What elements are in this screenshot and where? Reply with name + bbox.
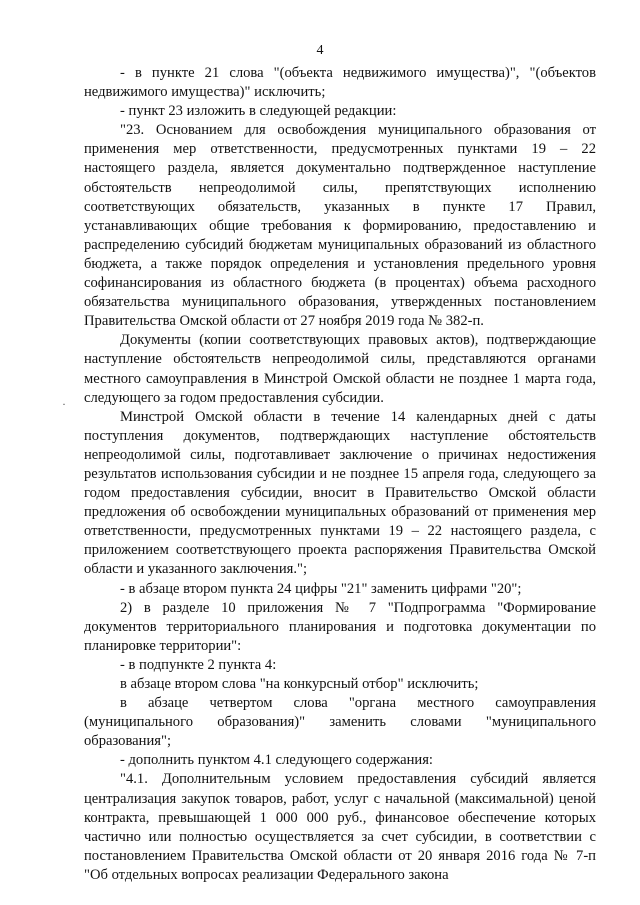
margin-mark: · (62, 397, 66, 411)
paragraph: в абзаце втором слова "на конкурсный отбор" исключить; (120, 676, 479, 692)
paragraph: "23. Основанием для освобождения муниципального образования от применения мер ответственности, предусмотренных пунктами 19 – 22 настоящего раздела, является документально подтвержденное наступление обстоятельств непреодолимой силы, препятствующих исполнению соответствующих обязательств, указанных в пункте 17 Правил, устанавливающих общие требования к формированию, предоставлению и распределению субсидий бюджетам муниципальных образований из областного бюджета, а также порядок определения и установления предельного уровня софинансирования из областного бюджета (в процентах) объема расходного обязательства муниципального образования, утвержденных постановлением Правительства Омской области от 27 ноября 2019 года № 382-п. (84, 122, 596, 330)
paragraph: - дополнить пунктом 4.1 следующего содержания: (120, 752, 433, 769)
paragraph: - в пункте 21 слова "(объекта недвижимого имущества)", "(объектов недвижимого имущества)" исключить; (84, 65, 596, 101)
paragraph: - в абзаце втором пункта 24 цифры "21" заменить цифрами "20"; (120, 580, 522, 597)
paragraph: Документы (копии соответствующих правовых актов), подтверждающие наступление обстоятельств непреодолимой силы, представляются органами местного самоуправления в Минстрой Омской области не позднее 1 марта года, следующего за годом предоставления субсидии. (84, 332, 596, 406)
paragraph: - в подпункте 2 пункта 4: (120, 656, 277, 673)
paragraph: в абзаце четвертом слова "органа местного самоуправления (муниципального образования)" заменить словами "муниципального образования"; (84, 695, 596, 750)
paragraph: Минстрой Омской области в течение 14 календарных дней с даты поступления документов, подтверждающих наступление обстоятельств непреодолимой силы, подготавливает заключение о причинах недостижения результатов использования субсидии и не позднее 15 апреля года, следующего за годом предоставления субсидии, вносит в Правительство Омской области предложения об освобождении муниципальных образований от применения мер ответственности, предусмотренных пунктами 19 – 22 настоящего раздела, с приложением соответствующего проекта распоряжения Правительства Омской области и указанного заключения."; (84, 408, 596, 578)
document-body (84, 64, 596, 885)
page-number: 4 (316, 43, 324, 58)
paragraph: 2) в разделе 10 приложения № 7 "Подпрограмма "Формирование документов территориального планирования и подготовка документации по планировке территории": (84, 599, 596, 654)
paragraph: "4.1. Дополнительным условием предоставления субсидий является централизация закупок товаров, работ, услуг с начальной (максимальной) ценой контракта, превышающей 1 000 000 руб., финансовое обеспечение которых частично или полностью осуществляется за счет субсидии, в соответствии с постановлением Правительства Омской области от 20 января 2016 года № 7-п "Об отдельных вопросах реализации Федерального закона (84, 771, 596, 883)
paragraph: - пункт 23 изложить в следующей редакции: (120, 103, 397, 120)
